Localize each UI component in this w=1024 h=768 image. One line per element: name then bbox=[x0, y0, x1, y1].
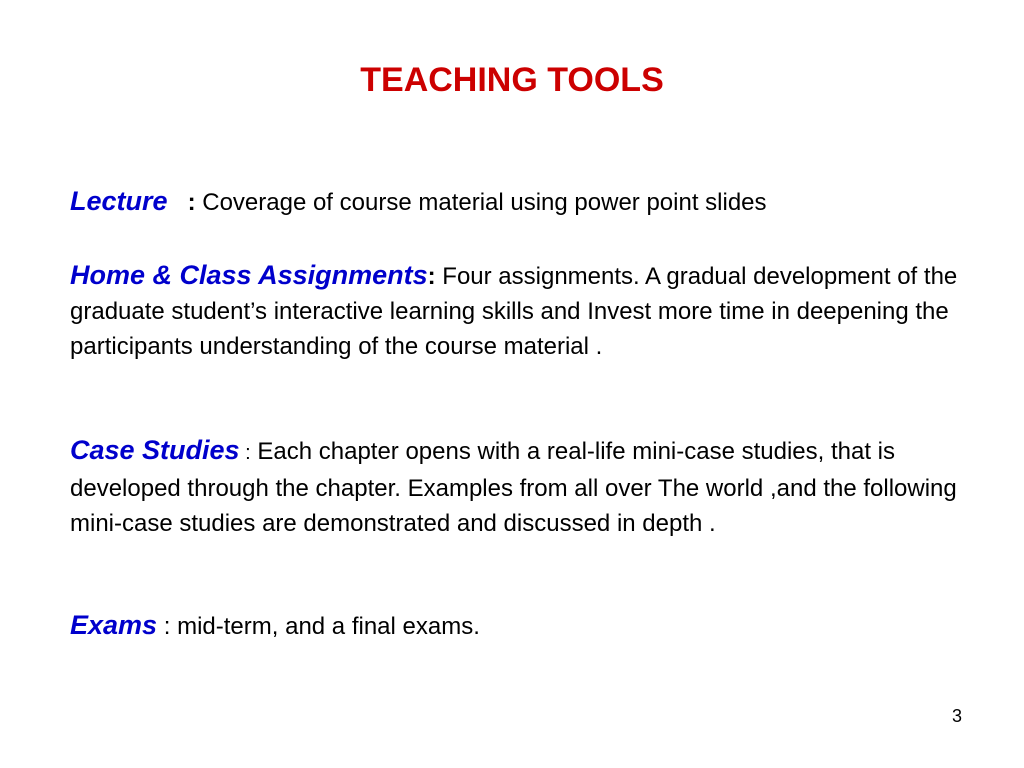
case-studies-item bbox=[70, 433, 970, 541]
lecture-gap bbox=[168, 189, 188, 216]
exams-text: mid-term, and a final exams. bbox=[170, 613, 480, 640]
case-studies-separator: : bbox=[239, 442, 251, 464]
assignments-separator: : bbox=[427, 263, 436, 290]
lecture-item bbox=[70, 184, 970, 220]
assignments-term: Home & Class Assignments bbox=[70, 260, 428, 290]
exams-item bbox=[70, 608, 970, 644]
lecture-term: Lecture bbox=[70, 186, 168, 216]
case-studies-text: Each chapter opens with a real-life mini-case studies, that is developed through the chapter. Examples from all over The world ,and the following mini-case studies are demonstrated and discussed in depth . bbox=[70, 438, 957, 537]
exams-term: Exams bbox=[70, 610, 158, 640]
assignments-item bbox=[70, 258, 970, 364]
case-studies-term: Case Studies bbox=[70, 435, 240, 465]
lecture-text: Coverage of course material using power point slides bbox=[195, 189, 767, 216]
assignments-text: Four assignments. A gradual development of the graduate student’s interactive learning skills and Invest more time in deepening the participants understanding of the course material . bbox=[70, 263, 958, 360]
exams-separator: : bbox=[157, 613, 171, 640]
lecture-separator: : bbox=[187, 189, 196, 216]
page-number: 3 bbox=[951, 706, 962, 726]
slide-title: TEACHING TOOLS bbox=[360, 61, 664, 99]
